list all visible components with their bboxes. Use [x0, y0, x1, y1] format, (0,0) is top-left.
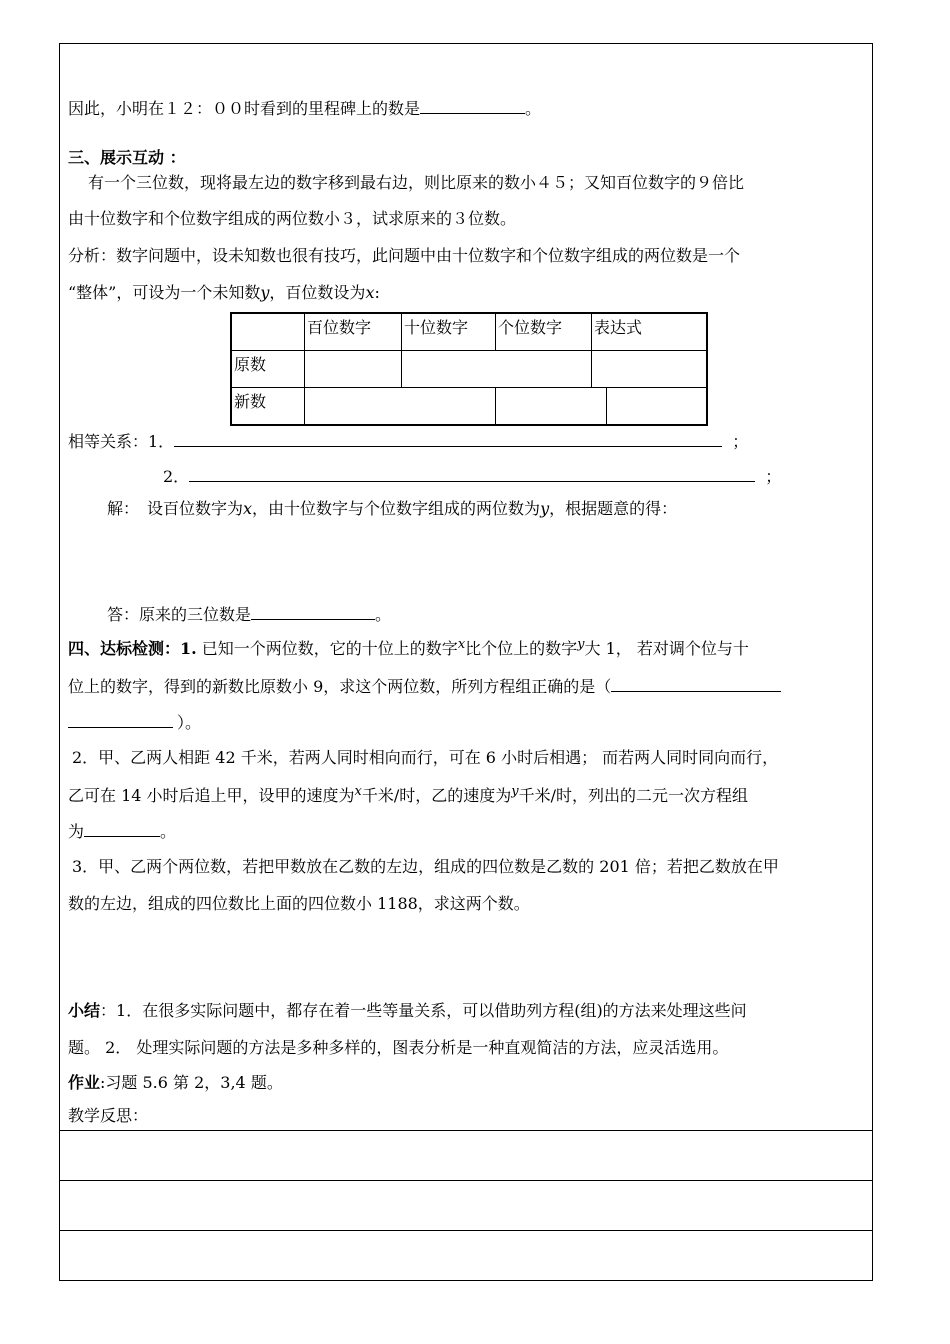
table-cell[interactable] [305, 351, 402, 388]
q1-line-1: 四、达标检测：1. 已知一个两位数，它的十位上的数字$^x$比个位上的数字$^y$大 1， 若对调个位与十 [68, 637, 749, 658]
table-cell[interactable] [402, 351, 592, 388]
answer-blank[interactable] [251, 604, 375, 620]
analysis-line-1: 分析：数字问题中，设未知数也很有技巧，此问题中由十位数字和个位数字组成的两位数是一个 [68, 246, 741, 265]
milestone-blank[interactable] [420, 98, 525, 114]
solution-line: 解： 设百位数字为x，由十位数字与个位数字组成的两位数为y，根据题意的得： [107, 499, 678, 518]
answer-line: 答：原来的三位数是 。 [107, 605, 392, 624]
section4-title: 四、达标检测： [68, 639, 181, 658]
reflection-divider [59, 1130, 873, 1131]
table-subcell[interactable] [496, 388, 607, 424]
reflection-divider [59, 1230, 873, 1231]
table-row [231, 351, 707, 388]
reflection-label: 教学反思： [68, 1106, 149, 1125]
q3-line-2: 数的左边，组成的四位数比上面的四位数小 1188，求这两个数。 [68, 894, 530, 913]
homework-line: 作业:习题 5.6 第 2，3,4 题。 [68, 1073, 283, 1092]
q2-line-1: 2．甲、乙两人相距 42 千米，若两人同时相向而行，可在 6 小时后相遇； 而若两人同时同向而行， [72, 748, 779, 767]
table-header-cell [231, 313, 305, 351]
table-cell[interactable] [305, 388, 496, 426]
problem-line-1: 有一个三位数，现将最左边的数字移到最右边，则比原来的数小４５；又知百位数字的９倍比 [88, 173, 745, 192]
relation-line-1: 相等关系：1． ； [68, 432, 749, 451]
q2-line-3: 为 。 [68, 822, 177, 841]
q1-blank[interactable] [611, 676, 781, 692]
q3-line-1: 3．甲、乙两个两位数，若把甲数放在乙数的左边，组成的四位数是乙数的 201 倍；若把乙数放在甲 [72, 857, 779, 876]
problem-line-2: 由十位数字和个位数字组成的两位数小３，试求原来的３位数。 [68, 209, 517, 228]
table-header-row [231, 313, 707, 351]
table-cell[interactable] [592, 351, 708, 388]
table-header-cell: 百位数字 [305, 313, 402, 351]
table-header-cell: 表达式 [592, 313, 708, 351]
var-x: x [365, 283, 375, 302]
milestone-text: 因此，小明在１２：００时看到的里程碑上的数是 [68, 99, 421, 118]
analysis-line-2: “整体”，可设为一个未知数y，百位数设为x: [68, 283, 380, 302]
q1-line-2: 位上的数字，得到的新数比原数小 9，求这个两位数，所列方程组正确的是（ [68, 676, 781, 697]
var-y: y [260, 283, 270, 302]
relation-line-2: 2． ； [163, 467, 782, 486]
table-subcell[interactable] [607, 388, 706, 424]
table-header-cell: 十位数字 [402, 313, 496, 351]
summary-line-2: 题。 2． 处理实际问题的方法是多种多样的，图表分析是一种直观简洁的方法，应灵活选用。 [68, 1038, 729, 1057]
digit-table [230, 312, 708, 426]
q2-line-2: 乙可在 14 小时后追上甲，设甲的速度为$^x$千米/时，乙的速度为$^y$千米/时，列出的二元一次方程组 [68, 784, 749, 805]
relation-blank-2[interactable] [189, 466, 755, 482]
table-row-label: 新数 [231, 388, 305, 426]
table-row [231, 388, 707, 426]
milestone-line: 因此，小明在１２：００时看到的里程碑上的数是 。 [68, 99, 542, 118]
table-cell-split[interactable] [496, 388, 708, 426]
relation-blank-1[interactable] [174, 431, 722, 447]
section3-title: 三、展示互动 ： [68, 148, 186, 167]
q2-blank[interactable] [84, 821, 160, 837]
reflection-divider [59, 1180, 873, 1181]
table-row-label: 原数 [231, 351, 305, 388]
table-header-cell: 个位数字 [496, 313, 592, 351]
q1-line-3: ）。 [68, 712, 201, 733]
q1-blank-cont[interactable] [68, 712, 173, 728]
summary-line-1: 小结：1．在很多实际问题中，都存在着一些等量关系，可以借助列方程(组)的方法来处理这些问 [68, 1001, 747, 1020]
